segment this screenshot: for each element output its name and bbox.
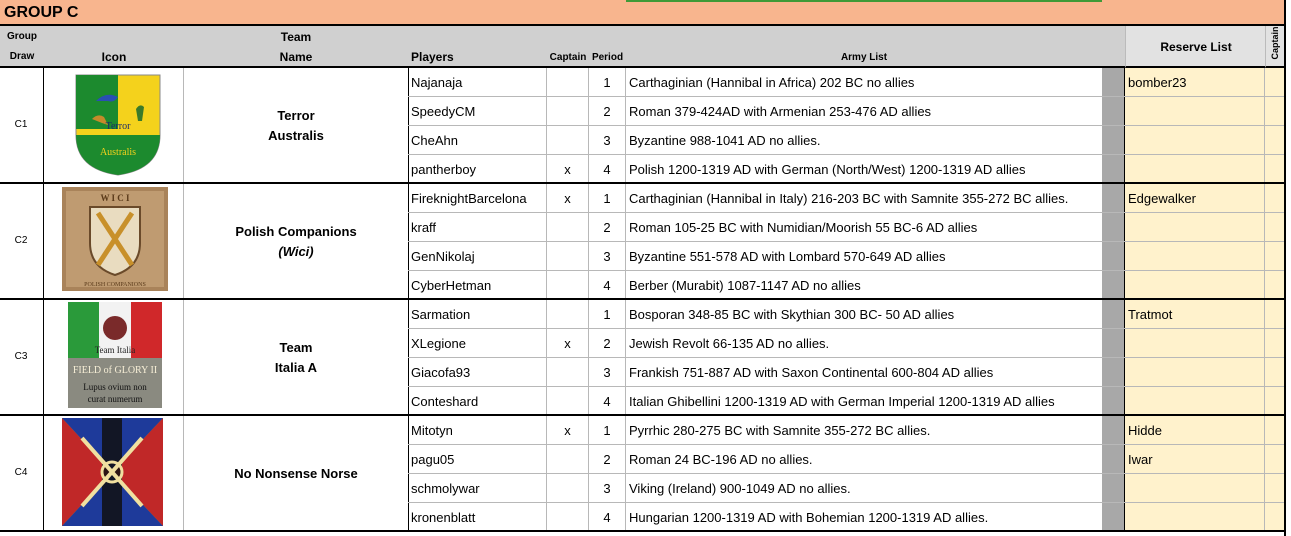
captain-cell bbox=[547, 271, 588, 299]
reserve-cell bbox=[1128, 474, 1263, 503]
captain-cell: x bbox=[564, 336, 571, 351]
player-cell: XLegione bbox=[411, 336, 466, 351]
army-cell: Polish 1200-1319 AD with German (North/West) 1200-1319 AD allies bbox=[629, 161, 1026, 177]
period-cell: 3 bbox=[603, 481, 611, 496]
team-name-c4 bbox=[184, 464, 408, 484]
team-name-line1: Polish Companions bbox=[235, 224, 357, 239]
captain-cell bbox=[547, 387, 588, 415]
army-cell: Byzantine 988-1041 AD no allies. bbox=[629, 133, 821, 148]
period-cell: 4 bbox=[603, 509, 611, 525]
logo-text: FIELD of GLORY II bbox=[72, 365, 158, 376]
terror-australis-shield-icon bbox=[74, 73, 162, 177]
player-cell: FireknightBarcelona bbox=[411, 191, 527, 206]
group-draw-c2: C2 bbox=[14, 235, 28, 246]
captain-cell bbox=[547, 300, 588, 329]
captain-cell bbox=[547, 503, 588, 531]
reserve-cell bbox=[1128, 213, 1263, 242]
captain-cell bbox=[547, 445, 588, 474]
period-cell: 4 bbox=[603, 393, 611, 409]
reserve-cell bbox=[1128, 271, 1263, 299]
army-cell: Bosporan 348-85 BC with Skythian 300 BC- 50 AD allies bbox=[629, 307, 955, 322]
reserve-cell: Tratmot bbox=[1128, 307, 1173, 322]
header-army-list: Army List bbox=[840, 52, 888, 63]
captain-cell bbox=[547, 242, 588, 271]
header-name: Name bbox=[279, 50, 313, 64]
reserve-cell bbox=[1128, 358, 1263, 387]
no-nonsense-norse-banner-icon bbox=[62, 418, 163, 526]
header-captain-vertical: Captain bbox=[1270, 26, 1280, 60]
period-cell: 1 bbox=[603, 75, 611, 90]
title-accent-bar bbox=[626, 0, 1102, 2]
period-cell: 3 bbox=[603, 133, 611, 148]
army-cell: Berber (Murabit) 1087-1147 AD no allies bbox=[629, 277, 861, 293]
period-cell: 3 bbox=[603, 249, 611, 264]
reserve-cell: Iwar bbox=[1128, 452, 1153, 467]
player-cell: SpeedyCM bbox=[411, 104, 476, 119]
group-title: GROUP C bbox=[0, 0, 1284, 26]
player-cell: kraff bbox=[411, 220, 437, 235]
reserve-cell: Edgewalker bbox=[1128, 191, 1196, 206]
team-name-c2 bbox=[184, 222, 408, 262]
logo-text: Australis bbox=[99, 147, 137, 158]
reserve-cell bbox=[1128, 242, 1263, 271]
captain-cell bbox=[547, 97, 588, 126]
period-cell: 2 bbox=[603, 104, 611, 119]
team-name-c3 bbox=[184, 338, 408, 378]
team-name-line1: Terror bbox=[277, 108, 315, 123]
captain-cell bbox=[547, 358, 588, 387]
team-name-line2: Australis bbox=[268, 128, 324, 143]
period-cell: 1 bbox=[603, 423, 611, 438]
team-italia-banner-icon bbox=[68, 302, 162, 408]
team-name-line2: Italia A bbox=[274, 360, 318, 375]
captain-cell bbox=[547, 126, 588, 155]
period-cell: 4 bbox=[603, 161, 611, 177]
player-cell: Mitotyn bbox=[411, 423, 453, 438]
team-name-c1 bbox=[184, 106, 408, 146]
captain-cell bbox=[547, 474, 588, 503]
header-team: Team bbox=[280, 30, 312, 44]
scrollbar-column[interactable] bbox=[1102, 68, 1124, 532]
team-name-line2: (Wici) bbox=[278, 244, 314, 259]
player-cell: pantherboy bbox=[411, 161, 477, 177]
reserve-cell bbox=[1128, 97, 1263, 126]
reserve-cell: Hidde bbox=[1128, 423, 1162, 438]
header-period: Period bbox=[591, 52, 624, 63]
army-cell: Roman 105-25 BC with Numidian/Moorish 55 BC-6 AD allies bbox=[629, 220, 978, 235]
player-cell: CheAhn bbox=[411, 133, 458, 148]
captain-cell: x bbox=[564, 191, 571, 206]
reserve-header bbox=[1125, 26, 1265, 68]
period-cell: 2 bbox=[603, 452, 611, 467]
logo-text: W I C I bbox=[100, 193, 130, 203]
captain-cell bbox=[547, 68, 588, 97]
army-cell: Italian Ghibellini 1200-1319 AD with German Imperial 1200-1319 AD allies bbox=[629, 393, 1055, 409]
army-cell: Jewish Revolt 66-135 AD no allies. bbox=[629, 336, 830, 351]
player-cell: schmolywar bbox=[411, 481, 480, 496]
reserve-cell bbox=[1128, 126, 1263, 155]
team-name-line1: Team bbox=[279, 340, 313, 355]
player-cell: Conteshard bbox=[411, 393, 479, 409]
reserve-cell bbox=[1128, 387, 1263, 415]
army-cell: Pyrrhic 280-275 BC with Samnite 355-272 BC allies. bbox=[629, 423, 931, 438]
team-name-line1: No Nonsense Norse bbox=[234, 466, 358, 481]
logo-text: POLISH COMPANIONS bbox=[84, 282, 146, 288]
army-cell: Byzantine 551-578 AD with Lombard 570-649 AD allies bbox=[629, 249, 946, 264]
player-cell: Najanaja bbox=[411, 75, 463, 90]
group-draw-c1: C1 bbox=[14, 119, 28, 130]
period-cell: 2 bbox=[603, 220, 611, 235]
polish-companions-shield-icon bbox=[62, 187, 168, 291]
reserve-cell bbox=[1128, 329, 1263, 358]
player-cell: kronenblatt bbox=[411, 509, 476, 525]
logo-text: curat numerum bbox=[87, 394, 143, 404]
captain-cell: x bbox=[564, 161, 571, 177]
army-cell: Viking (Ireland) 900-1049 AD no allies. bbox=[629, 481, 851, 496]
logo-text: Terror bbox=[105, 121, 131, 132]
header-reserve-list: Reserve List bbox=[1160, 40, 1232, 54]
reserve-cell bbox=[1128, 155, 1263, 183]
army-cell: Roman 24 BC-196 AD no allies. bbox=[629, 452, 813, 467]
header-icon: Icon bbox=[101, 50, 127, 64]
header-players: Players bbox=[411, 50, 454, 64]
group-draw-c3: C3 bbox=[14, 351, 28, 362]
player-cell: CyberHetman bbox=[411, 277, 492, 293]
reserve-cell: bomber23 bbox=[1128, 75, 1187, 90]
header-draw: Draw bbox=[9, 51, 35, 62]
reserve-cell bbox=[1128, 503, 1263, 531]
group-draw-c4: C4 bbox=[14, 467, 28, 478]
player-cell: Sarmation bbox=[411, 307, 471, 322]
army-cell: Hungarian 1200-1319 AD with Bohemian 1200-1319 AD allies. bbox=[629, 509, 989, 525]
captain-cell: x bbox=[564, 423, 571, 438]
period-cell: 2 bbox=[603, 336, 611, 351]
captain-cell bbox=[547, 213, 588, 242]
period-cell: 4 bbox=[603, 277, 611, 293]
logo-text: Team Italia bbox=[94, 345, 136, 355]
army-cell: Carthaginian (Hannibal in Italy) 216-203 BC with Samnite 355-272 BC allies. bbox=[629, 191, 1069, 206]
period-cell: 1 bbox=[603, 307, 611, 322]
logo-text: Lupus ovium non bbox=[83, 382, 147, 392]
army-cell: Carthaginian (Hannibal in Africa) 202 BC no allies bbox=[629, 75, 915, 90]
captain-vertical-header bbox=[1265, 26, 1284, 68]
table-header bbox=[0, 26, 1125, 68]
header-group: Group bbox=[7, 31, 37, 42]
army-cell: Roman 379-424AD with Armenian 253-476 AD allies bbox=[629, 104, 932, 119]
period-cell: 1 bbox=[603, 191, 611, 206]
header-captain: Captain bbox=[549, 52, 587, 63]
right-border bbox=[1284, 0, 1286, 536]
army-cell: Frankish 751-887 AD with Saxon Continental 600-804 AD allies bbox=[629, 365, 994, 380]
player-cell: Giacofa93 bbox=[411, 365, 471, 380]
player-cell: pagu05 bbox=[411, 452, 455, 467]
period-cell: 3 bbox=[603, 365, 611, 380]
player-cell: GenNikolaj bbox=[411, 249, 475, 264]
